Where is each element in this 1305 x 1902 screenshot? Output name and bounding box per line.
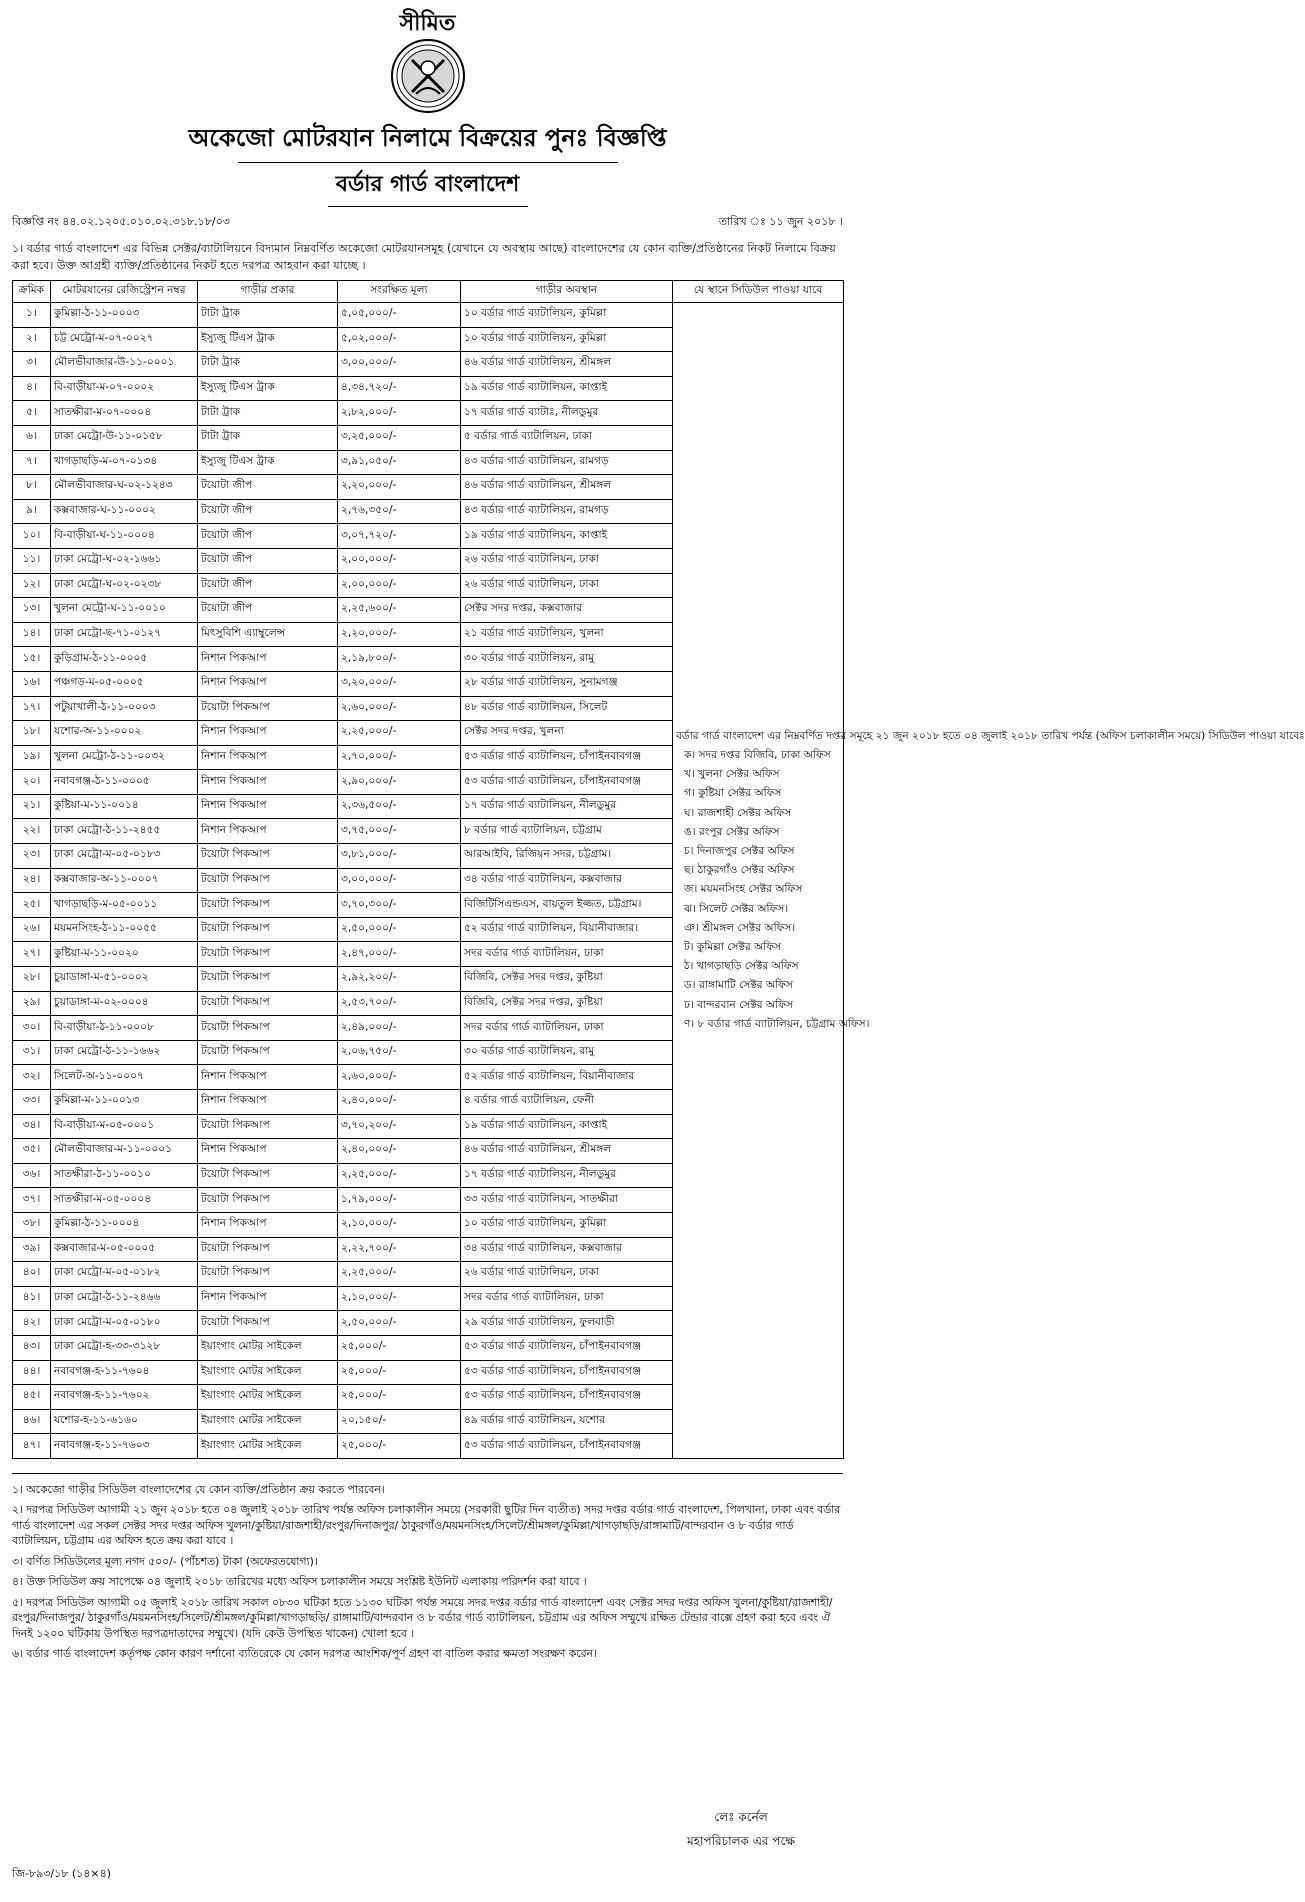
vehicle-rows — [13, 303, 1305, 1459]
vehicle-type-cell: টয়োটা জীপ — [198, 499, 338, 524]
schedule-office-item: ছ। ঠাকুরগাঁও সেক্টর অফিস — [684, 864, 795, 877]
schedule-office-item: জ। ময়মনসিংহ সেক্টর অফিস — [684, 883, 803, 896]
signature-block — [687, 1805, 795, 1853]
note-4: ৪। উক্ত সিডিউল ক্রয় সাপেক্ষে ০৪ জুলাই ২০১৮ তারিখের মধ্যে অফিস চলাকালীন সময়ে সংশ্লিষ্ট ইউনিট এলাকায় পরিদর্শন করা যাবে । — [12, 1575, 587, 1589]
serial-cell: ৪৩। — [13, 1335, 51, 1360]
schedule-office-item: ণ। ৮ বর্ডার গার্ড ব্যাটালিয়ন, চট্টগ্রাম অফিস। — [684, 1017, 870, 1030]
serial-cell: ১০। — [13, 524, 51, 549]
location-cell: ১০ বর্ডার গার্ড ব্যাটালিয়ন, কুমিল্লা — [461, 1212, 673, 1237]
vehicle-type-cell: টয়োটা পিকআপ — [198, 893, 338, 918]
reserve-price-cell: ৫,০৫,০০০/- — [338, 303, 461, 328]
registration-cell: খাগড়াছড়ি-ম-০৭-০১৩৪ — [51, 450, 198, 475]
header-schedule-place: যে স্থানে সিডিউল পাওয়া যাবে — [673, 281, 844, 303]
vehicle-type-cell: ইয়াংগাং মোটর সাইকেল — [198, 1434, 338, 1459]
serial-cell: ৪৪। — [13, 1360, 51, 1385]
registration-cell: বি-বাড়ীয়া-ঠ-১১-০০০৮ — [51, 1016, 198, 1041]
vehicle-type-cell: টয়োটা পিকআপ — [198, 967, 338, 992]
vehicle-type-cell: টয়োটা পিকআপ — [198, 1040, 338, 1065]
reserve-price-cell: ২,৫৩,৭০০/- — [338, 991, 461, 1016]
reserve-price-cell: ৫,০২,০০০/- — [338, 327, 461, 352]
schedule-office-item: ঞ। শ্রীমঙ্গল সেক্টর অফিস। — [684, 921, 796, 934]
vehicle-type-cell: টয়োটা পিকআপ — [198, 917, 338, 942]
registration-cell: ঢাকা মেট্রো-উ-১১-০১৫৮ — [51, 425, 198, 450]
reserve-price-cell: ২৫,০০০/- — [338, 1434, 461, 1459]
reserve-price-cell: ২,০০,০০০/- — [338, 573, 461, 598]
serial-cell: ২৮। — [13, 967, 51, 992]
schedule-office-item: ঠ। খাগড়াছড়ি সেক্টর অফিস — [684, 960, 799, 973]
registration-cell: কুষ্টিয়া-ম-১১-০০১৪ — [51, 794, 198, 819]
vehicle-type-cell: নিশান পিকআপ — [198, 1139, 338, 1164]
vehicle-type-cell: নিশান পিকআপ — [198, 1286, 338, 1311]
registration-cell: মৌলভীবাজার-ম-১১-০০০১ — [51, 1139, 198, 1164]
registration-cell: চট্ট মেট্রো-ম-০৭-০০২৭ — [51, 327, 198, 352]
vehicle-type-cell: ইয়াংগাং মোটর সাইকেল — [198, 1385, 338, 1410]
schedule-office-item: ঢ। বান্দরবান সেক্টর অফিস — [684, 998, 793, 1011]
schedule-locations-cell — [673, 303, 1305, 1459]
vehicle-type-cell: টয়োটা পিকআপ — [198, 1311, 338, 1336]
registration-cell: কুমিল্লা-ম-১১-০০১৩ — [51, 1090, 198, 1115]
registration-cell: চুয়াডাঙ্গা-ম-০২-০০০৪ — [51, 991, 198, 1016]
location-cell: ৮ বর্ডার গার্ড ব্যাটালিয়ন, চট্টগ্রাম — [461, 819, 673, 844]
serial-cell: ২৩। — [13, 844, 51, 869]
location-cell: ১৭ বর্ডার গার্ড ব্যাটালিয়ন, নীলডুমুর — [461, 1163, 673, 1188]
reserve-price-cell: ২,৭০,০০০/- — [338, 745, 461, 770]
registration-cell: পটুয়াখালী-ঠ-১১-০০০৩ — [51, 696, 198, 721]
reserve-price-cell: ২,২০,০০০/- — [338, 622, 461, 647]
location-cell: ৫৩ বর্ডার গার্ড ব্যাটালিয়ন, চাঁপাইনবাবগঞ্জ — [461, 745, 673, 770]
location-cell: আরআইবি, রিজিয়ন সদর, চট্টগ্রাম। — [461, 844, 673, 869]
reserve-price-cell: ৩,০০,০০০/- — [338, 868, 461, 893]
registration-cell: বি-বাড়ীয়া-ম-০৫-০০০১ — [51, 1114, 198, 1139]
serial-cell: ৭। — [13, 450, 51, 475]
reserve-price-cell: ২৫,০০০/- — [338, 1385, 461, 1410]
reserve-price-cell: ২,৮২,০০০/- — [338, 401, 461, 426]
reserve-price-cell: ২,৬০,০০০/- — [338, 1065, 461, 1090]
schedule-office-item: খ। খুলনা সেক্টর অফিস — [684, 768, 780, 781]
vehicle-type-cell: ইয়াংগাং মোটর সাইকেল — [198, 1409, 338, 1434]
registration-cell: কক্সবাজার-ম-০৫-০০০৫ — [51, 1237, 198, 1262]
registration-cell: খাগড়াছড়ি-ম-০৫-০০১১ — [51, 893, 198, 918]
registration-cell: বি-বাড়ীয়া-ঘ-১১-০০০৪ — [51, 524, 198, 549]
registration-cell: চুয়াডাঙ্গা-ম-৫১-০০০২ — [51, 967, 198, 992]
location-cell: ১৯ বর্ডার গার্ড ব্যাটালিয়ন, কাপ্তাই — [461, 1114, 673, 1139]
vehicle-table — [12, 280, 1305, 1459]
reserve-price-cell: ৩,৯১,০৫০/- — [338, 450, 461, 475]
serial-cell: ৩১। — [13, 1040, 51, 1065]
registration-cell: যশোর-হ-১১-৬১৬০ — [51, 1409, 198, 1434]
serial-cell: ৩৫। — [13, 1139, 51, 1164]
reserve-price-cell: ২,০৬,৭৫০/- — [338, 1040, 461, 1065]
reference-code: জি-৮৯৩/১৮ (১৪×৪) — [12, 1867, 112, 1880]
serial-cell: ৪৫। — [13, 1385, 51, 1410]
vehicle-type-cell: টয়োটা পিকআপ — [198, 991, 338, 1016]
signatory-rank: লেঃ কর্নেল — [714, 1810, 768, 1824]
location-cell: ৫৩ বর্ডার গার্ড ব্যাটালিয়ন, চাঁপাইনবাবগঞ্জ — [461, 770, 673, 795]
reserve-price-cell: ২,১০,০০০/- — [338, 1286, 461, 1311]
registration-cell: কক্সবাজার-অ-১১-০০০৭ — [51, 868, 198, 893]
note-1: ১। অকেজো গাড়ীর সিডিউল বাংলাদেশের যে কোন ব্যক্তি/প্রতিষ্ঠান ক্রয় করতে পারবেন। — [12, 1482, 385, 1496]
reserve-price-cell: ২৫,০০০/- — [338, 1360, 461, 1385]
registration-cell: কুমিল্লা-ঠ-১১-০০০৪ — [51, 1212, 198, 1237]
vehicle-type-cell: ইস্যুজু টিএস ট্রাক — [198, 450, 338, 475]
vehicle-type-cell: টয়োটা পিকআপ — [198, 696, 338, 721]
vehicle-type-cell: নিশান পিকআপ — [198, 770, 338, 795]
vehicle-type-cell: ইস্যুজু টিএস ট্রাক — [198, 376, 338, 401]
location-cell: ৩৪ বর্ডার গার্ড ব্যাটালিয়ন, কক্সবাজার — [461, 1237, 673, 1262]
org-underline — [328, 206, 528, 207]
location-cell: ৪৩ বর্ডার গার্ড ব্যাটালিয়ন, রামগড় — [461, 499, 673, 524]
vehicle-type-cell: টয়োটা পিকআপ — [198, 942, 338, 967]
reserve-price-cell: ২,২০,০০০/- — [338, 475, 461, 500]
reserve-price-cell: ২,২৫,০০০/- — [338, 1163, 461, 1188]
serial-cell: ১৬। — [13, 671, 51, 696]
vehicle-type-cell: টয়োটা জীপ — [198, 573, 338, 598]
location-cell: ৪ বর্ডার গার্ড ব্যাটালিয়ন, ফেনী — [461, 1090, 673, 1115]
reserve-price-cell: ২,২২,৭০০/- — [338, 1237, 461, 1262]
serial-cell: ২৪। — [13, 868, 51, 893]
serial-cell: ৪৭। — [13, 1434, 51, 1459]
reserve-price-cell: ৩,৭০,২০০/- — [338, 1114, 461, 1139]
registration-cell: ঢাকা মেট্রো-ম-০৫-০১৮০ — [51, 1311, 198, 1336]
reserve-price-cell: ২,১০,০০০/- — [338, 1212, 461, 1237]
serial-cell: ১৫। — [13, 647, 51, 672]
registration-cell: সাতক্ষীরা-ম-০৫-০০০৪ — [51, 1188, 198, 1213]
reserve-price-cell: ৩,০৭,৭২০/- — [338, 524, 461, 549]
notice-headline: অকেজো মোটরযান নিলামে বিক্রয়ের পুনঃ বিজ্ঞপ্তি — [188, 123, 667, 152]
serial-cell: ৫। — [13, 401, 51, 426]
reserve-price-cell: ২,০০,০০০/- — [338, 548, 461, 573]
location-cell: ৪৯ বর্ডার গার্ড ব্যাটালিয়ন, যশোর — [461, 1409, 673, 1434]
note-5: ৫। দরপত্র সিডিউল আগামী ০৫ জুলাই ২০১৮ তারিখ সকাল ০৮৩০ ঘটিকা হতে ১১৩০ ঘটিকা পর্যন্ত সময়ে সদর দপ্তর বর্ডার গার্ড বাংলাদেশ এবং সেক্টর সদর দপ্তর অফিস খুলনা/কুষ্টিয়া/রাজশাহী/রংপুর/দিনাজপুর/ ঠাকুরগাঁও/ময়মনসিংহ/সিলেট/শ্রীমঙ্গল/কুমিল্লা/খাগড়াছড়ি/ রাঙ্গামাটি/বান্দরবান ও ৮ বর্ডার গার্ড ব্যাটালিয়ন, চট্টগ্রাম এর অফিস সম্মুখে রক্ষিত টেন্ডার বাক্সে গ্রহণ করা হবে এবং ঐ দিনই ১২০০ ঘটিকায় উপস্থিত দরপত্রদাতাদের সম্মুখে। (যদি কেউ উপস্থিত থাকেন) খোলা হবে । — [12, 1595, 833, 1640]
reserve-price-cell: ২,৪০,০০০/- — [338, 1090, 461, 1115]
reserve-price-cell: ২,৪০,০০০/- — [338, 1139, 461, 1164]
registration-cell: ঢাকা মেট্রো-হ-৩৩-৩১২৮ — [51, 1335, 198, 1360]
registration-cell: নবাবগঞ্জ-হ-১১-৭৬০৩ — [51, 1434, 198, 1459]
registration-cell: নবাবগঞ্জ-ঠ-১১-০০০৫ — [51, 770, 198, 795]
registration-cell: খুলনা মেট্রো-ঠ-১১-০০৩২ — [51, 745, 198, 770]
location-cell: ১০ বর্ডার গার্ড ব্যাটালিয়ন, কুমিল্লা — [461, 327, 673, 352]
location-cell: ৪৬ বর্ডার গার্ড ব্যাটালিয়ন, শ্রীমঙ্গল — [461, 352, 673, 377]
organization-name: বর্ডার গার্ড বাংলাদেশ — [335, 171, 520, 197]
registration-cell: বি-বাড়ীয়া-ম-০৭-০০০২ — [51, 376, 198, 401]
note-3: ৩। বর্ণিত সিডিউলের মূল্য নগদ ৫০০/- (পাঁচশত) টাকা (অফেরতযোগ্য)। — [12, 1554, 318, 1568]
registration-cell: সাতক্ষীরা-ঠ-১১-০০১০ — [51, 1163, 198, 1188]
serial-cell: ৪২। — [13, 1311, 51, 1336]
vehicle-type-cell: নিশান পিকআপ — [198, 1065, 338, 1090]
location-cell: ৫ বর্ডার গার্ড ব্যাটালিয়ন, ঢাকা — [461, 425, 673, 450]
header-location: গাড়ীর অবস্থান — [461, 281, 673, 303]
vehicle-type-cell: টয়োটা পিকআপ — [198, 1262, 338, 1287]
reserve-price-cell: ২,৪৯,০০০/- — [338, 1016, 461, 1041]
headline-underline — [238, 162, 618, 163]
schedule-office-item: ড। রাঙ্গামাটি সেক্টর অফিস — [684, 979, 793, 992]
registration-cell: নবাবগঞ্জ-হ-১১-৭৬০২ — [51, 1385, 198, 1410]
serial-cell: ৩৩। — [13, 1090, 51, 1115]
reserve-price-cell: ৩,২০,০০০/- — [338, 671, 461, 696]
location-cell: ৫৩ বর্ডার গার্ড ব্যাটালিয়ন, চাঁপাইনবাবগঞ্জ — [461, 1335, 673, 1360]
reserve-price-cell: ২,৯২,২০০/- — [338, 967, 461, 992]
reserve-price-cell: ২,৫০,০০০/- — [338, 917, 461, 942]
location-cell: ২৬ বর্ডার গার্ড ব্যাটালিয়ন, ঢাকা — [461, 573, 673, 598]
vehicle-type-cell: টয়োটা জীপ — [198, 598, 338, 623]
header-serial: ক্রমিক — [13, 281, 51, 303]
note-6: ৬। বর্ডার গার্ড বাংলাদেশ কর্তৃপক্ষ কোন কারণ দর্শানো ব্যতিরেকে যে কোন দরপত্র আংশিক/পূর্ণ গ্রহণ বা বাতিল করার ক্ষমতা সংরক্ষণ করেন। — [12, 1647, 597, 1661]
reserve-price-cell: ২০,১৫০/- — [338, 1409, 461, 1434]
reserve-price-cell: ২,৫০,০০০/- — [338, 1311, 461, 1336]
reserve-price-cell: ৩,০০,০০০/- — [338, 352, 461, 377]
location-cell: বিজিবি, সেক্টর সদর দপ্তর, কুষ্টিয়া — [461, 991, 673, 1016]
location-cell: সদর বর্ডার গার্ড ব্যাটালিয়ন, ঢাকা — [461, 1016, 673, 1041]
serial-cell: ৪৬। — [13, 1409, 51, 1434]
vehicle-type-cell: নিশান পিকআপ — [198, 671, 338, 696]
serial-cell: ২৯। — [13, 991, 51, 1016]
serial-cell: ১৮। — [13, 721, 51, 746]
serial-cell: ২৭। — [13, 942, 51, 967]
vehicle-type-cell: টয়োটা পিকআপ — [198, 844, 338, 869]
serial-cell: ৯। — [13, 499, 51, 524]
vehicle-type-cell: ইয়াংগাং মোটর সাইকেল — [198, 1335, 338, 1360]
location-cell: ৫৩ বর্ডার গার্ড ব্যাটালিয়ন, চাঁপাইনবাবগঞ্জ — [461, 1385, 673, 1410]
reserve-price-cell: ২,৪৭,০০০/- — [338, 942, 461, 967]
location-cell: বিজিবি, সেক্টর সদর দপ্তর, কুষ্টিয়া — [461, 967, 673, 992]
schedule-office-item: ঙ। রংপুর সেক্টর অফিস — [684, 825, 780, 838]
location-cell: বিজিটিসিএন্ডএস, বায়তুল ইজ্জত, চট্টগ্রাম। — [461, 893, 673, 918]
schedule-intro: বর্ডার গার্ড বাংলাদেশ এর নিম্নবর্ণিত দপ্তর সমূহে ২১ জুন ২০১৮ হতে ০৪ জুলাই ২০১৮ তারিখ পর্যন্ত (অফিস চলাকালীন সময়ে) সিডিউল পাওয়া যাবেঃ — [676, 729, 1305, 742]
vehicle-type-cell: টাটা ট্রাক — [198, 425, 338, 450]
location-cell: ১৯ বর্ডার গার্ড ব্যাটালিয়ন, কাপ্তাই — [461, 376, 673, 401]
schedule-office-item: চ। দিনাজপুর সেক্টর অফিস — [684, 845, 795, 858]
schedule-office-item: ঘ। রাজশাহী সেক্টর অফিস — [684, 806, 792, 819]
serial-cell: ৩৬। — [13, 1163, 51, 1188]
registration-cell: ঢাকা মেট্রো-ঘ-০২-১৬৬১ — [51, 548, 198, 573]
vehicle-type-cell: টয়োটা পিকআপ — [198, 1114, 338, 1139]
serial-cell: ২১। — [13, 794, 51, 819]
schedule-office-item: গ। কুষ্টিয়া সেক্টর অফিস — [684, 787, 782, 800]
serial-cell: ৩২। — [13, 1065, 51, 1090]
registration-cell: নবাবগঞ্জ-হ-১১-৭৬০৪ — [51, 1360, 198, 1385]
header-vehicle-type: গাড়ীর প্রকার — [198, 281, 338, 303]
notice-number: বিজ্ঞপ্তি নং ৪৪.০২.১২০৫.০১০.০২.৩১৮.১৮/০৩ — [12, 215, 230, 228]
serial-cell: ২। — [13, 327, 51, 352]
reserve-price-cell: ২,২৫,৬০০/- — [338, 598, 461, 623]
table-header-row — [13, 281, 844, 303]
registration-cell: ময়মনসিংহ-ঠ-১১-০০৫৫ — [51, 917, 198, 942]
serial-cell: ৪১। — [13, 1286, 51, 1311]
registration-cell: ঢাকা মেট্রো-ঠ-১১-২৪৫৫ — [51, 819, 198, 844]
schedule-office-item: ট। কুমিল্লা সেক্টর অফিস — [684, 941, 782, 954]
location-cell: ৫৩ বর্ডার গার্ড ব্যাটালিয়ন, চাঁপাইনবাবগঞ্জ — [461, 1360, 673, 1385]
location-cell: ২৮ বর্ডার গার্ড ব্যাটালিয়ন, সুনামগঞ্জ — [461, 671, 673, 696]
serial-cell: ১৩। — [13, 598, 51, 623]
location-cell: সেক্টর সদর দপ্তর, কক্সবাজার — [461, 598, 673, 623]
registration-cell: কুষ্টিয়া-ম-১১-০০২০ — [51, 942, 198, 967]
vehicle-type-cell: নিশান পিকআপ — [198, 794, 338, 819]
location-cell: ৪৬ বর্ডার গার্ড ব্যাটালিয়ন, শ্রীমঙ্গল — [461, 1139, 673, 1164]
vehicle-type-cell: টাটা ট্রাক — [198, 303, 338, 328]
registration-cell: ঢাকা মেট্রো-ঠ-১১-২৪৬৬ — [51, 1286, 198, 1311]
registration-cell: ঢাকা মেট্রো-ম-০৫-০১৮২ — [51, 1262, 198, 1287]
location-cell: ৪৮ বর্ডার গার্ড ব্যাটালিয়ন, সিলেট — [461, 696, 673, 721]
serial-cell: ৩৮। — [13, 1212, 51, 1237]
schedule-office-item: ঝ। সিলেট সেক্টর অফিস। — [684, 902, 789, 915]
location-cell: ২৯ বর্ডার গার্ড ব্যাটালিয়ন, ফুলবাড়ী — [461, 1311, 673, 1336]
location-cell: ২৬ বর্ডার গার্ড ব্যাটালিয়ন, ঢাকা — [461, 548, 673, 573]
location-cell: ১০ বর্ডার গার্ড ব্যাটালিয়ন, কুমিল্লা — [461, 303, 673, 328]
vehicle-type-cell: নিশান পিকআপ — [198, 819, 338, 844]
vehicle-type-cell: টাটা ট্রাক — [198, 352, 338, 377]
reserve-price-cell: ৩,৭০,৩০০/- — [338, 893, 461, 918]
vehicle-type-cell: ইয়াংগাং মোটর সাইকেল — [198, 1360, 338, 1385]
vehicle-type-cell: টয়োটা পিকআপ — [198, 1163, 338, 1188]
location-cell: ৩০ বর্ডার গার্ড ব্যাটালিয়ন, রামু — [461, 1040, 673, 1065]
serial-cell: ১৪। — [13, 622, 51, 647]
registration-cell: ঢাকা মেট্রো-ছ-৭১-০১২৭ — [51, 622, 198, 647]
location-cell: সেক্টর সদর দপ্তর, খুলনা — [461, 721, 673, 746]
vehicle-type-cell: মিৎসুবিশি এ্যাম্বুলেন্স — [198, 622, 338, 647]
registration-cell: পঞ্চগড়-ম-০৫-০০০৫ — [51, 671, 198, 696]
vehicle-type-cell: টয়োটা জীপ — [198, 524, 338, 549]
registration-cell: কুড়িগ্রাম-ঠ-১১-০০০৫ — [51, 647, 198, 672]
vehicle-type-cell: টয়োটা জীপ — [198, 475, 338, 500]
notes-section — [12, 1473, 843, 1662]
vehicle-type-cell: টয়োটা জীপ — [198, 548, 338, 573]
location-cell: ২৬ বর্ডার গার্ড ব্যাটালিয়ন, ঢাকা — [461, 1262, 673, 1287]
location-cell: সদর বর্ডার গার্ড ব্যাটালিয়ন, ঢাকা — [461, 942, 673, 967]
serial-cell: ১। — [13, 303, 51, 328]
serial-cell: ৩৪। — [13, 1114, 51, 1139]
location-cell: ১৭ বর্ডার গার্ড ব্যাটাঃ, নীলডুমুর — [461, 401, 673, 426]
serial-cell: ৬। — [13, 425, 51, 450]
registration-cell: মৌলভীবাজার-ঘ-০২-১২৪৩ — [51, 475, 198, 500]
serial-cell: ২০। — [13, 770, 51, 795]
registration-cell: কুমিল্লা-ঠ-১১-০০০৩ — [51, 303, 198, 328]
location-cell: ৫৩ বর্ডার গার্ড ব্যাটালিয়ন, চাঁপাইনবাবগঞ্জ — [461, 1434, 673, 1459]
header-reserve-price: সংরক্ষিত মূল্য — [338, 281, 461, 303]
vehicle-type-cell: নিশান পিকআপ — [198, 1090, 338, 1115]
location-cell: ১৭ বর্ডার গার্ড ব্যাটালিয়ন, নীলডুমুর — [461, 794, 673, 819]
serial-cell: ১৭। — [13, 696, 51, 721]
signatory-title: মহাপরিচালক এর পক্ষে — [687, 1834, 795, 1848]
reserve-price-cell: ৪,৩৪,৭২০/- — [338, 376, 461, 401]
reserve-price-cell: ২৫,০০০/- — [338, 1335, 461, 1360]
serial-cell: ৩৯। — [13, 1237, 51, 1262]
serial-cell: ২৬। — [13, 917, 51, 942]
reserve-price-cell: ২,২৫,০০০/- — [338, 1262, 461, 1287]
reserve-price-cell: ১,৭৯,০০০/- — [338, 1188, 461, 1213]
serial-cell: ৩০। — [13, 1016, 51, 1041]
serial-cell: ১৯। — [13, 745, 51, 770]
registration-cell: সাতক্ষীরা-ম-০৭-০০০৪ — [51, 401, 198, 426]
notice-date: তারিখ ঃ ১১ জুন ২০১৮ । — [718, 215, 843, 228]
registration-cell: সিলেট-অ-১১-০০০৭ — [51, 1065, 198, 1090]
notice-meta — [12, 213, 843, 232]
bgb-emblem-icon — [390, 38, 466, 114]
vehicle-type-cell: নিশান পিকআপ — [198, 721, 338, 746]
registration-cell: ঢাকা মেট্রো-ঘ-০২-০২৩৮ — [51, 573, 198, 598]
location-cell: ৩৩ বর্ডার গার্ড ব্যাটালিয়ন, সাতক্ষীরা — [461, 1188, 673, 1213]
reserve-price-cell: ৩,৭৫,০০০/- — [338, 819, 461, 844]
vehicle-type-cell: নিশান পিকআপ — [198, 745, 338, 770]
location-cell: ৪৬ বর্ডার গার্ড ব্যাটালিয়ন, শ্রীমঙ্গল — [461, 475, 673, 500]
serial-cell: ৪০। — [13, 1262, 51, 1287]
serial-cell: ১১। — [13, 548, 51, 573]
registration-cell: মৌলভীবাজার-উ-১১-০০০১ — [51, 352, 198, 377]
serial-cell: ৮। — [13, 475, 51, 500]
vehicle-type-cell: টয়োটা পিকআপ — [198, 1016, 338, 1041]
registration-cell: যশোর-অ-১১-০০০২ — [51, 721, 198, 746]
location-cell: ২১ বর্ডার গার্ড ব্যাটালিয়ন, খুলনা — [461, 622, 673, 647]
location-cell: ৩৪ বর্ডার গার্ড ব্যাটালিয়ন, কক্সবাজার — [461, 868, 673, 893]
serial-cell: ১২। — [13, 573, 51, 598]
vehicle-type-cell: টয়োটা পিকআপ — [198, 868, 338, 893]
serial-cell: ৩। — [13, 352, 51, 377]
location-cell: ১৯ বর্ডার গার্ড ব্যাটালিয়ন, কাপ্তাই — [461, 524, 673, 549]
reserve-price-cell: ২,১৯,৮০০/- — [338, 647, 461, 672]
note-2: ২। দরপত্র সিডিউল আগামী ২১ জুন ২০১৮ হতে ০৪ জুলাই ২০১৮ তারিখ পর্যন্ত অফিস চলাকালীন সময়ে (সরকারী ছুটির দিন ব্যতীত) সদর দপ্তর বর্ডার গার্ড বাংলাদেশ, পিলখানা, ঢাকা এবং বর্ডার গার্ড বাংলাদেশ এর সকল সেক্টর সদর দপ্তর অফিস খুলনা/কুষ্টিয়া/রাজশাহী/রংপুর/দিনাজপুর/ ঠাকুরগাঁও/ময়মনসিংহ/সিলেট/শ্রীমঙ্গল/কুমিল্লা/খাগড়াছড়ি/রাঙ্গামাটি/বান্দরবান ও ৮ বর্ডার গার্ড ব্যাটালিয়ন, চট্টগ্রাম এর অফিস হতে ক্রয় করা যাবে । — [12, 1503, 841, 1548]
intro-paragraph: ১। বর্ডার গার্ড বাংলাদেশ এর বিভিন্ন সেক্টর/ব্যাটালিয়নে বিদ্যমান নিম্নবর্ণিত অকেজো মোটরযানসমূহ (যেখানে যে অবস্থায় আছে) বাংলাদেশের যে কোন ব্যক্তি/প্রতিষ্ঠানের নিকট নিলামে বিক্রয় করা হবে। উক্ত আগ্রহী ব্যক্তি/প্রতিষ্ঠানের নিকট হতে দরপত্র আহবান করা যাচ্ছে । — [12, 242, 836, 272]
reserve-price-cell: ৩,৮১,০০০/- — [338, 844, 461, 869]
vehicle-type-cell: নিশান পিকআপ — [198, 647, 338, 672]
reserve-price-cell: ২,৭৬,৩৫০/- — [338, 499, 461, 524]
header-registration: মোটরযানের রেজিস্ট্রেশন নম্বর — [51, 281, 198, 303]
location-cell: ৩০ বর্ডার গার্ড ব্যাটালিয়ন, রামু — [461, 647, 673, 672]
serial-cell: ৪। — [13, 376, 51, 401]
registration-cell: খুলনা মেট্রো-ঘ-১১-০০১০ — [51, 598, 198, 623]
table-row — [13, 303, 844, 328]
registration-cell: ঢাকা মেট্রো-ঠ-১১-১৬৬২ — [51, 1040, 198, 1065]
vehicle-type-cell: টাটা ট্রাক — [198, 401, 338, 426]
registration-cell: ঢাকা মেট্রো-ম-০৫-০১৮৩ — [51, 844, 198, 869]
location-cell: ৫২ বর্ডার গার্ড ব্যাটালিয়ন, বিয়ানীবাজার — [461, 1065, 673, 1090]
serial-cell: ২৫। — [13, 893, 51, 918]
vehicle-type-cell: নিশান পিকআপ — [198, 1212, 338, 1237]
security-classification: সীমিত — [399, 11, 456, 36]
location-cell: ৫২ বর্ডার গার্ড ব্যাটালিয়ন, বিয়ানীবাজার। — [461, 917, 673, 942]
location-cell: সদর বর্ডার গার্ড ব্যাটালিয়ন, ঢাকা — [461, 1286, 673, 1311]
reserve-price-cell: ২,৯০,০০০/- — [338, 770, 461, 795]
registration-cell: কক্সবাজার-ঘ-১১-০০০২ — [51, 499, 198, 524]
reserve-price-cell: ২,৩৬,৫০০/- — [338, 794, 461, 819]
vehicle-type-cell: টয়োটা পিকআপ — [198, 1188, 338, 1213]
vehicle-type-cell: ইস্যুজু টিএস ট্রাক — [198, 327, 338, 352]
serial-cell: ২২। — [13, 819, 51, 844]
reserve-price-cell: ২,৬০,০০০/- — [338, 696, 461, 721]
schedule-office-item: ক। সদর দপ্তর বিজিবি, ঢাকা অফিস — [684, 749, 831, 762]
vehicle-type-cell: টয়োটা পিকআপ — [198, 1237, 338, 1262]
location-cell: ৪৩ বর্ডার গার্ড ব্যাটালিয়ন, রামগড় — [461, 450, 673, 475]
serial-cell: ৩৭। — [13, 1188, 51, 1213]
reserve-price-cell: ৩,২৫,০০০/- — [338, 425, 461, 450]
reserve-price-cell: ২,২৫,০০০/- — [338, 721, 461, 746]
